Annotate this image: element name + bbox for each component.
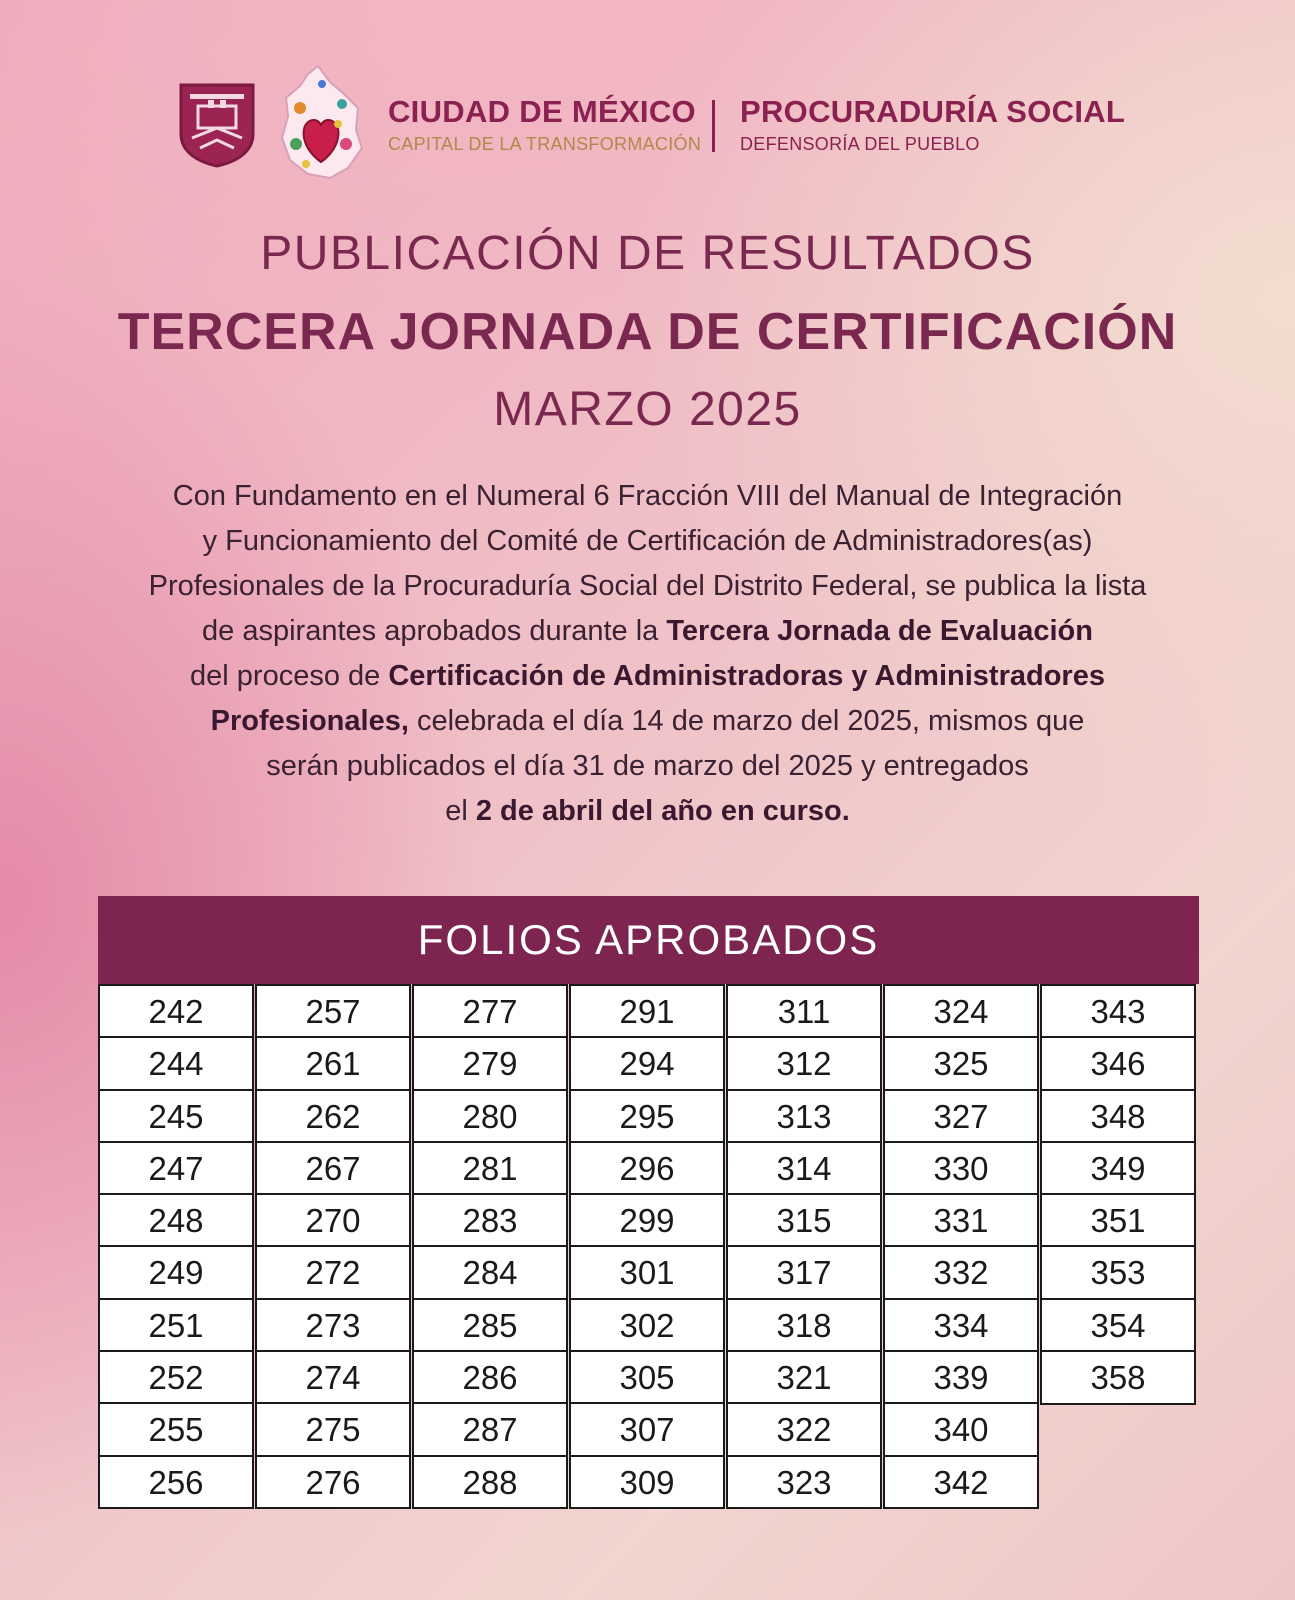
folio-cell: 305 [569, 1350, 725, 1405]
folio-cell: 280 [412, 1089, 568, 1144]
folio-cell: 314 [726, 1141, 882, 1196]
paragraph-line [80, 699, 1215, 744]
folio-cell: 284 [412, 1245, 568, 1300]
folio-cell: 302 [569, 1298, 725, 1353]
page-title-line2: TERCERA JORNADA DE CERTIFICACIÓN [117, 303, 1178, 361]
folio-cell: 327 [883, 1089, 1039, 1144]
folio-cell: 318 [726, 1298, 882, 1353]
paragraph-line: y Funcionamiento del Comité de Certificación de Administradores(as) [202, 525, 1093, 557]
folio-cell: 331 [883, 1193, 1039, 1248]
folio-cell: 285 [412, 1298, 568, 1353]
cdmx-shield-icon [178, 82, 256, 168]
folio-cell: 325 [883, 1036, 1039, 1091]
folio-cell: 322 [726, 1402, 882, 1457]
folio-cell: 245 [98, 1089, 254, 1144]
folios-column [255, 984, 411, 1509]
page-title-line3: MARZO 2025 [493, 383, 802, 436]
paragraph-line [80, 609, 1215, 654]
folio-cell: 244 [98, 1036, 254, 1091]
paragraph-line [80, 654, 1215, 699]
folio-cell: 242 [98, 984, 254, 1039]
folio-cell: 321 [726, 1350, 882, 1405]
folio-cell: 276 [255, 1455, 411, 1510]
folio-cell: 317 [726, 1245, 882, 1300]
folio-cell: 311 [726, 984, 882, 1039]
brand-subtitle: CAPITAL DE LA TRANSFORMACIÓN [388, 134, 702, 154]
folio-cell: 252 [98, 1350, 254, 1405]
paragraph-bold: Certificación de Administradoras y Administradores [388, 660, 1105, 692]
folio-cell: 353 [1040, 1245, 1196, 1300]
folio-cell: 273 [255, 1298, 411, 1353]
paragraph-line: Con Fundamento en el Numeral 6 Fracción VIII del Manual de Integración [172, 480, 1123, 512]
folio-cell: 256 [98, 1455, 254, 1510]
folio-cell: 307 [569, 1402, 725, 1457]
paragraph-text: el [445, 795, 476, 827]
folio-cell: 270 [255, 1193, 411, 1248]
folio-cell: 349 [1040, 1141, 1196, 1196]
folios-table-header: FOLIOS APROBADOS [98, 896, 1199, 984]
folio-cell: 354 [1040, 1298, 1196, 1353]
folio-cell: 295 [569, 1089, 725, 1144]
folio-cell: 346 [1040, 1036, 1196, 1091]
folio-cell: 301 [569, 1245, 725, 1300]
cdmx-map-heart-logo-icon [278, 64, 364, 180]
folio-cell: 339 [883, 1350, 1039, 1405]
folio-cell: 309 [569, 1455, 725, 1510]
folio-cell: 267 [255, 1141, 411, 1196]
folio-cell: 249 [98, 1245, 254, 1300]
folio-cell: 323 [726, 1455, 882, 1510]
paragraph-text: celebrada el día 14 de marzo del 2025, mismos que [408, 705, 1085, 737]
paragraph-text: de aspirantes aprobados durante la [202, 615, 667, 647]
folio-cell: 294 [569, 1036, 725, 1091]
header-divider [712, 100, 715, 152]
folio-cell: 248 [98, 1193, 254, 1248]
paragraph-line: Profesionales de la Procuraduría Social del Distrito Federal, se publica la lista [148, 570, 1147, 602]
paragraph-bold: 2 de abril del año en curso. [475, 795, 850, 827]
brand-title: CIUDAD DE MÉXICO [388, 94, 696, 129]
header-logos [178, 64, 1138, 184]
folio-cell: 281 [412, 1141, 568, 1196]
folios-column [412, 984, 568, 1509]
folio-cell: 291 [569, 984, 725, 1039]
paragraph-line: serán publicados el día 31 de marzo del 2025 y entregados [266, 750, 1029, 782]
folio-cell: 288 [412, 1455, 568, 1510]
folio-cell: 275 [255, 1402, 411, 1457]
folio-cell: 283 [412, 1193, 568, 1248]
folios-column [1040, 984, 1196, 1405]
announcement-paragraph [80, 474, 1215, 834]
folio-cell: 287 [412, 1402, 568, 1457]
folio-cell: 315 [726, 1193, 882, 1248]
folio-cell: 340 [883, 1402, 1039, 1457]
folio-cell: 277 [412, 984, 568, 1039]
folio-cell: 312 [726, 1036, 882, 1091]
folio-cell: 324 [883, 984, 1039, 1039]
folios-column [726, 984, 882, 1509]
folio-cell: 255 [98, 1402, 254, 1457]
folio-cell: 330 [883, 1141, 1039, 1196]
folio-cell: 299 [569, 1193, 725, 1248]
folios-column [569, 984, 725, 1509]
folio-cell: 296 [569, 1141, 725, 1196]
cdmx-brand [388, 94, 701, 155]
folio-cell: 342 [883, 1455, 1039, 1510]
paragraph-line [80, 789, 1215, 834]
org-subtitle: DEFENSORÍA DEL PUEBLO [740, 134, 980, 154]
folio-cell: 343 [1040, 984, 1196, 1039]
folios-column [883, 984, 1039, 1509]
folio-cell: 261 [255, 1036, 411, 1091]
paragraph-bold: Profesionales, [210, 705, 409, 737]
folio-cell: 351 [1040, 1193, 1196, 1248]
folio-cell: 251 [98, 1298, 254, 1353]
folio-cell: 358 [1040, 1350, 1196, 1405]
page-title-line1: PUBLICACIÓN DE RESULTADOS [260, 227, 1035, 280]
folio-cell: 272 [255, 1245, 411, 1300]
folio-cell: 274 [255, 1350, 411, 1405]
folio-cell: 334 [883, 1298, 1039, 1353]
paragraph-text: del proceso de [190, 660, 389, 692]
procuraduria-brand [740, 94, 1125, 155]
folio-cell: 257 [255, 984, 411, 1039]
paragraph-bold: Tercera Jornada de Evaluación [666, 615, 1093, 647]
org-title: PROCURADURÍA SOCIAL [740, 94, 1126, 129]
folio-cell: 332 [883, 1245, 1039, 1300]
folio-cell: 286 [412, 1350, 568, 1405]
folio-cell: 279 [412, 1036, 568, 1091]
folios-column [98, 984, 254, 1509]
folio-cell: 262 [255, 1089, 411, 1144]
folio-cell: 348 [1040, 1089, 1196, 1144]
folio-cell: 247 [98, 1141, 254, 1196]
folio-cell: 313 [726, 1089, 882, 1144]
